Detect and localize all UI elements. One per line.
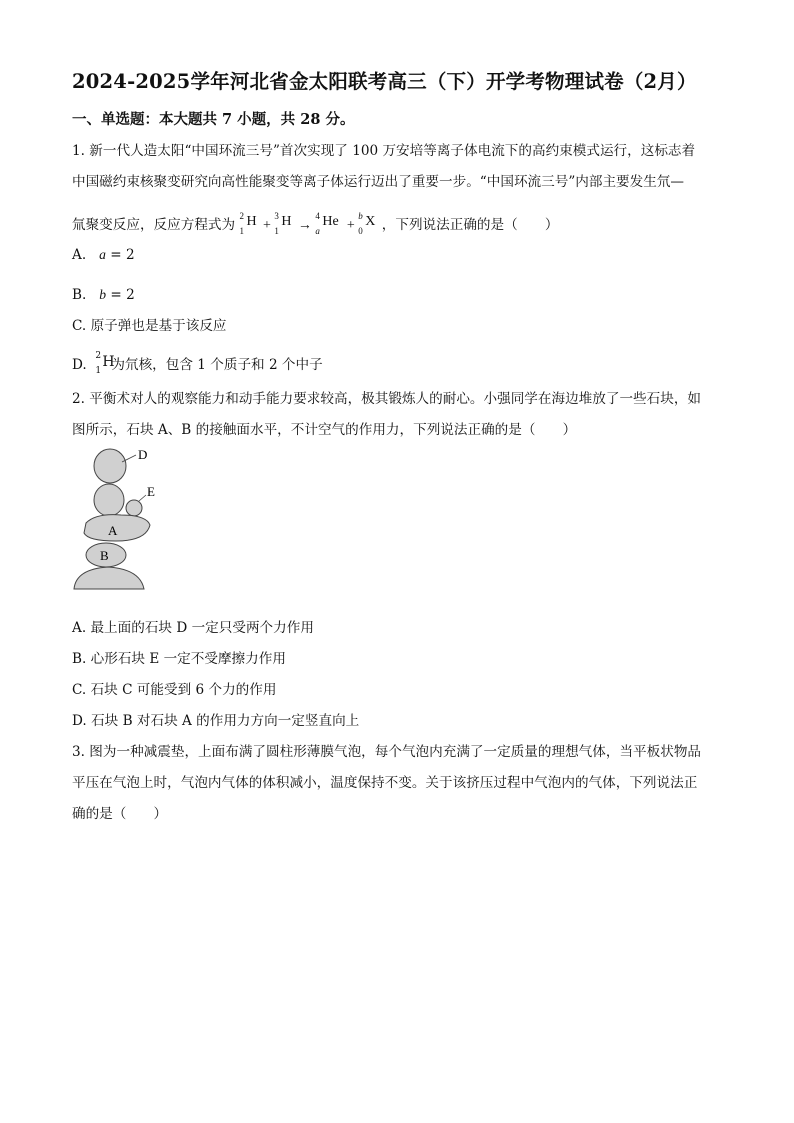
q2-option-c: C. 石块 C 可能受到 6 个力的作用	[72, 682, 277, 698]
nuclide-deuterium: 2 1 H	[239, 211, 257, 236]
nuclide-helium: 4 a He	[315, 211, 339, 236]
label-e: E	[147, 484, 155, 499]
arrow-sign: →	[297, 218, 312, 233]
stone-d	[94, 449, 126, 483]
q1-line2: 中国磁约束核聚变研究向高性能聚变等离子体运行迈出了重要一步。“中国环流三号”内部主要发生氘—	[72, 174, 685, 190]
q1-line1: 1. 新一代人造太阳“中国环流三号”首次实现了 100 万安培等离子体电流下的高约束模式运行，这标志着	[72, 143, 696, 159]
leader-e	[139, 495, 146, 501]
exam-title: 2024-2025学年河北省金太阳联考高三（下）开学考物理试卷（2月）	[72, 70, 697, 93]
q2-line1: 2. 平衡术对人的观察能力和动手能力要求较高，极其锻炼人的耐心。小强同学在海边堆放了一些石块，如	[72, 391, 702, 407]
nuclide-x: b 0 X	[358, 211, 376, 236]
plus-sign-2: +	[346, 218, 355, 233]
nuclide-tritium: 3 1 H	[274, 211, 292, 236]
base-rock	[74, 567, 144, 589]
stone-e	[126, 500, 142, 516]
q1-line3-suffix: ，下列说法正确的是（ ）	[381, 217, 559, 233]
q2-option-a: A. 最上面的石块 D 一定只受两个力作用	[72, 620, 314, 636]
q3-line3: 确的是（ ）	[72, 806, 168, 822]
q3-line2: 平压在气泡上时，气泡内气体的体积减小，温度保持不变。关于该挤压过程中气泡内的气体，下列说法正	[72, 775, 698, 791]
label-a: A	[108, 523, 118, 538]
q1-option-b: B. b = 2	[72, 287, 135, 303]
label-d: D	[138, 447, 148, 462]
q2-line2: 图所示，石块 A、B 的接触面水平，不计空气的作用力，下列说法正确的是（ ）	[72, 422, 577, 438]
reaction-equation	[239, 211, 381, 236]
nuclide-deuterium-option: 2 1 H	[95, 351, 115, 376]
q1-option-a: A. a = 2	[72, 247, 135, 263]
q3-line1: 3. 图为一种减震垫，上面布满了圆柱形薄膜气泡，每个气泡内充满了一定质量的理想气体，当平板状物品	[72, 744, 702, 760]
q1-line3-prefix: 氚聚变反应，反应方程式为	[72, 217, 236, 233]
q2-option-b: B. 心形石块 E 一定不受摩擦力作用	[72, 651, 286, 667]
section-heading: 一、单选题：本大题共 7 小题，共 28 分。	[72, 111, 355, 128]
stone-c	[94, 484, 124, 516]
q1-option-c: C. 原子弹也是基于该反应	[72, 318, 227, 334]
q1-option-d: D. 2 1 H 为氘核，包含 1 个质子和 2 个中子	[72, 351, 323, 376]
label-b: B	[100, 548, 109, 563]
plus-sign: +	[262, 218, 271, 233]
q2-option-d: D. 石块 B 对石块 A 的作用力方向一定竖直向上	[72, 713, 360, 729]
q1-line3	[72, 212, 558, 236]
stone-stack-figure	[66, 445, 176, 595]
